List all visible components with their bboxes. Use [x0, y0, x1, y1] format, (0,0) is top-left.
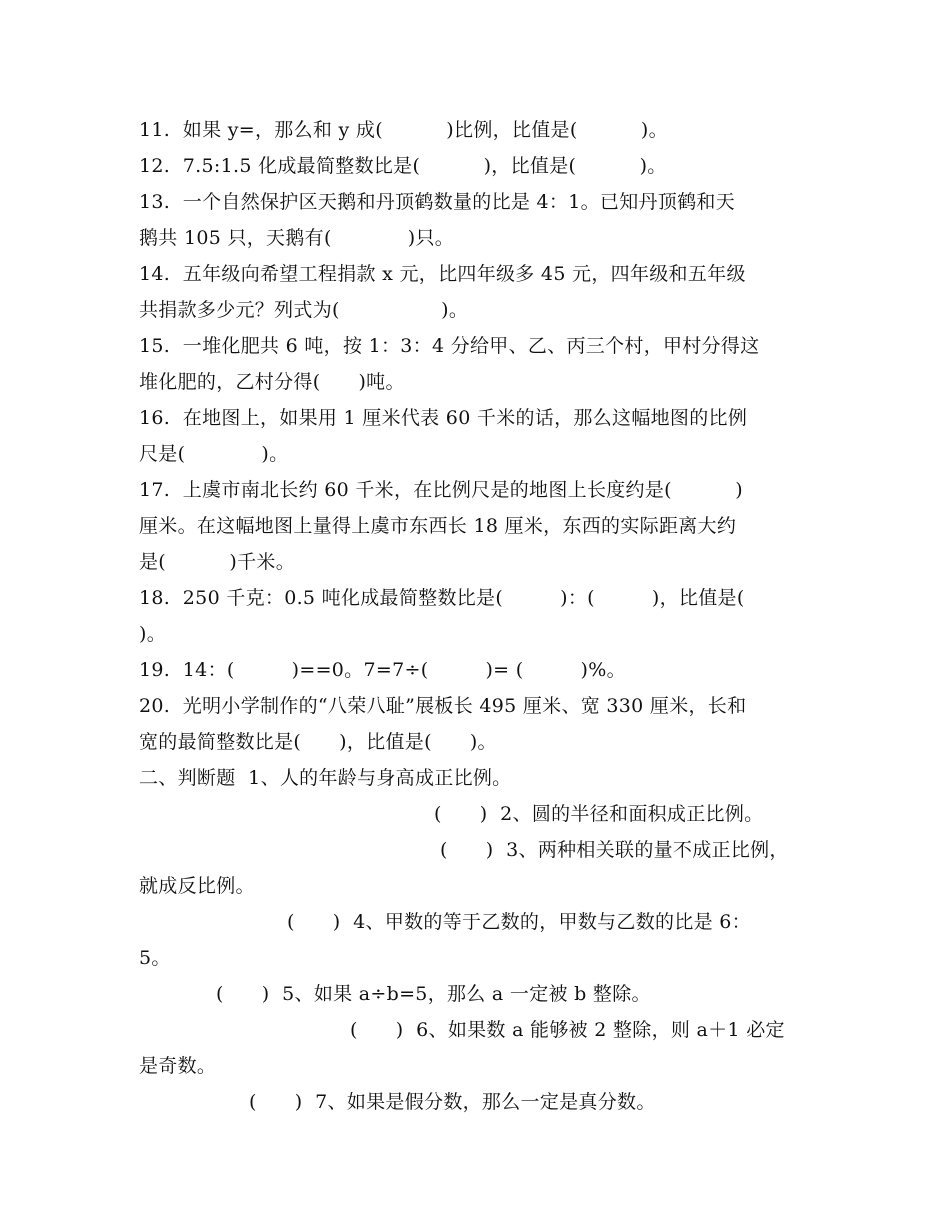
judgment-3-continued: 就成反比例。 — [139, 875, 255, 897]
judgment-4-continued: 5。 — [139, 947, 171, 969]
judgment-3: ( ) 3、两种相关联的量不成正比例， — [440, 839, 789, 861]
question-16-continued: 尺是( )。 — [139, 443, 289, 465]
question-14-continued: 共捐款多少元？列式为( )。 — [139, 299, 469, 321]
judgment-6-continued: 是奇数。 — [139, 1055, 217, 1077]
judgment-7: ( ) 7、如果是假分数，那么一定是真分数。 — [249, 1091, 656, 1113]
judgment-4: ( ) 4、甲数的等于乙数的，甲数与乙数的比是 6： — [287, 911, 751, 933]
question-11: 11. 如果 y=，那么和 y 成( )比例，比值是( )。 — [139, 119, 668, 141]
judgment-6: ( ) 6、如果数 a 能够被 2 整除，则 a＋1 必定 — [350, 1019, 785, 1041]
judgment-2: ( ) 2、圆的半径和面积成正比例。 — [434, 803, 764, 825]
question-15-continued: 堆化肥的，乙村分得( )吨。 — [139, 371, 405, 393]
question-17-end: 是( )千米。 — [139, 551, 296, 573]
question-13: 13. 一个自然保护区天鹅和丹顶鹤数量的比是 4：1。已知丹顶鹤和天 — [139, 191, 736, 213]
judgment-5: ( ) 5、如果 a÷b=5，那么 a 一定被 b 整除。 — [216, 983, 651, 1005]
question-16: 16. 在地图上，如果用 1 厘米代表 60 千米的话，那么这幅地图的比例 — [139, 407, 748, 429]
question-13-continued: 鹅共 105 只，天鹅有( )只。 — [139, 227, 455, 249]
question-18-continued: )。 — [139, 623, 167, 645]
question-20: 20. 光明小学制作的“八荣八耻”展板长 495 厘米、宽 330 厘米，长和 — [139, 695, 747, 717]
question-20-continued: 宽的最简整数比是( )，比值是( )。 — [139, 731, 497, 753]
question-14: 14. 五年级向希望工程捐款 x 元，比四年级多 45 元，四年级和五年级 — [139, 263, 746, 285]
question-18: 18. 250 千克：0.5 吨化成最简整数比是( )：( )，比值是( — [139, 587, 745, 609]
question-17-continued: 厘米。在这幅地图上量得上虞市东西长 18 厘米，东西的实际距离大约 — [139, 515, 737, 537]
question-17: 17. 上虞市南北长约 60 千米，在比例尺是的地图上长度约是( ) — [139, 479, 743, 501]
section-2-heading: 二、判断题 1、人的年龄与身高成正比例。 — [139, 767, 512, 789]
question-19: 19. 14：( )==0。7=7÷( )= ( )%。 — [139, 659, 626, 681]
question-15: 15. 一堆化肥共 6 吨，按 1：3：4 分给甲、乙、丙三个村，甲村分得这 — [139, 335, 760, 357]
question-12: 12. 7.5:1.5 化成最简整数比是( )，比值是( )。 — [139, 155, 667, 177]
